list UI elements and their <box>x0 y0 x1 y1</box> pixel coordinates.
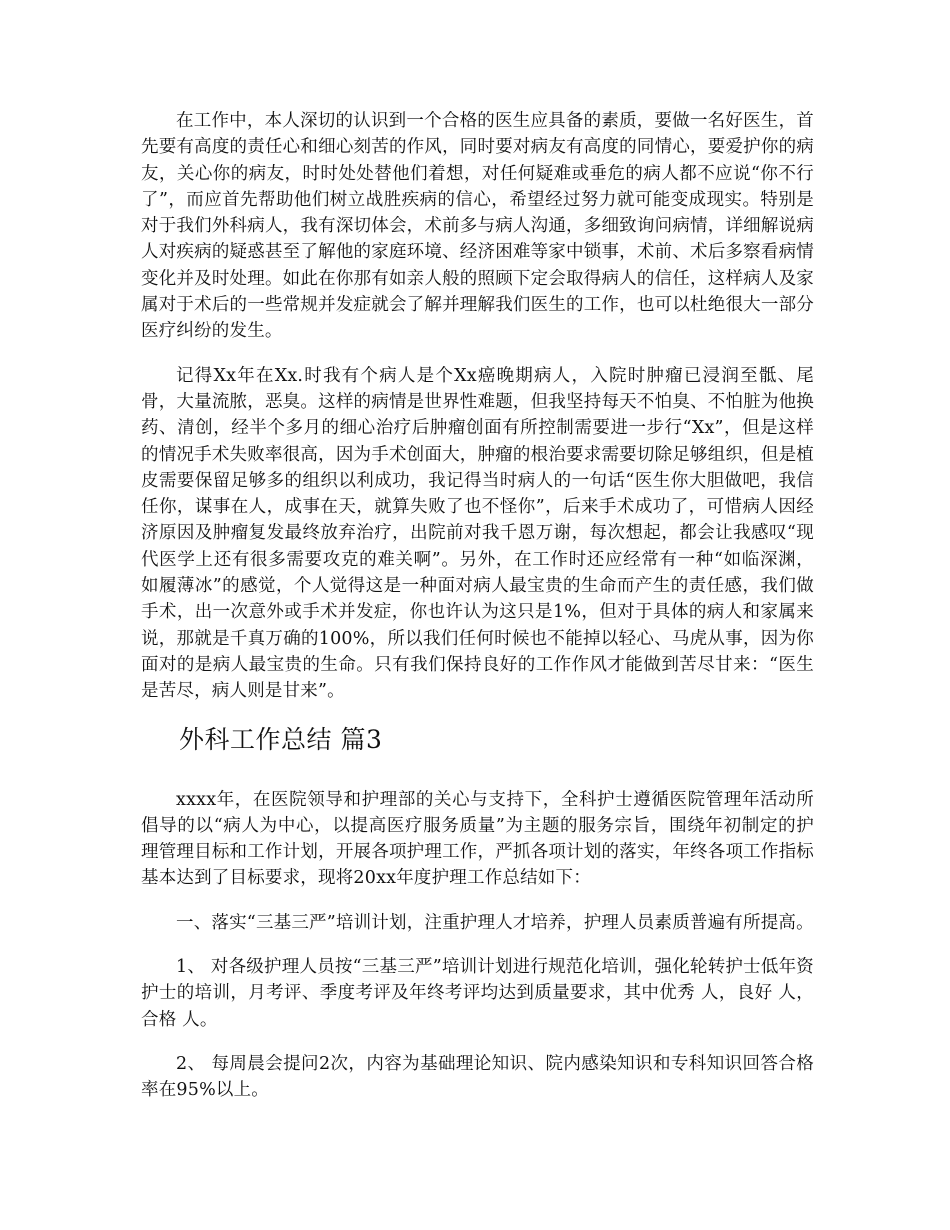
list-heading-paragraph: 一、落实“三基三严”培训计划，注重护理人才培养，护理人员素质普遍有所提高。 <box>176 912 814 933</box>
section-heading: 外科工作总结 篇3 <box>179 724 383 754</box>
list-item-paragraph: 2、 每周晨会提问2次，内容为基础理论知识、院内感染知识和专科知识回答合格率在95%以上。 <box>141 1053 814 1101</box>
body-paragraph: xxxx年，在医院领导和护理部的关心与支持下，全科护士遵循医院管理年活动所倡导的以“病人为中心，以提高医疗服务质量”为主题的服务宗旨，围绕年初制定的护理管理目标和工作计划，开展各项护理工作，严抓各项计划的落实，年终各项工作指标基本达到了目标要求，现将20xx年度护理工作总结如下： <box>141 789 814 889</box>
body-paragraph: 记得Xx年在Xx.时我有个病人是个Xx癌晚期病人，入院时肿瘤已浸润至骶、尾骨，大量流脓，恶臭。这样的病情是世界性难题，但我坚持每天不怕臭、不怕脏为他换药、清创，经半个多月的细心治疗后肿瘤创面有所控制需要进一步行“Xx”，但是这样的情况手术失败率很高，因为手术创面大，肿瘤的根治要求需要切除足够组织，但是植皮需要保留足够多的组织以利成功，我记得当时病人的一句话“医生你大胆做吧，我信任你，谋事在人，成事在天，就算失败了也不怪你”，后来手术成功了，可惜病人因经济原因及肿瘤复发最终放弃治疗，出院前对我千恩万谢，每次想起，都会让我感叹“现代医学上还有很多需要攻克的难关啊”。另外，在工作时还应经常有一种“如临深渊，如履薄冰”的感觉，个人觉得这是一种面对病人最宝贵的生命而产生的责任感，我们做手术，出一次意外或手术并发症，你也许认为这只是1%，但对于具体的病人和家属来说，那就是千真万确的100%，所以我们任何时候也不能掉以轻心、马虎从事，因为你面对的是病人最宝贵的生命。只有我们保持良好的工作作风才能做到苦尽甘来：“医生是苦尽，病人则是甘来”。 <box>141 365 814 702</box>
list-item-paragraph: 1、 对各级护理人员按“三基三严”培训计划进行规范化培训，强化轮转护士低年资护士的培训，月考评、季度考评及年终考评均达到质量要求，其中优秀 人，良好 人，合格 人。 <box>141 957 814 1030</box>
body-paragraph: 在工作中，本人深切的认识到一个合格的医生应具备的素质，要做一名好医生，首先要有高度的责任心和细心刻苦的作风，同时要对病友有高度的同情心，要爱护你的病友，关心你的病友，时时处处替他们着想，对任何疑难或垂危的病人都不应说“你不行了”，而应首先帮助他们树立战胜疾病的信心，希望经过努力就可能变成现实。特别是对于我们外科病人，我有深切体会，术前多与病人沟通，多细致询问病情，详细解说病人对疾病的疑惑甚至了解他的家庭环境、经济困难等家中锁事，术前、术后多察看病情变化并及时处理。如此在你那有如亲人般的照顾下定会取得病人的信任，这样病人及家属对于术后的一些常规并发症就会了解并理解我们医生的工作，也可以杜绝很大一部分医疗纠纷的发生。 <box>141 111 814 342</box>
